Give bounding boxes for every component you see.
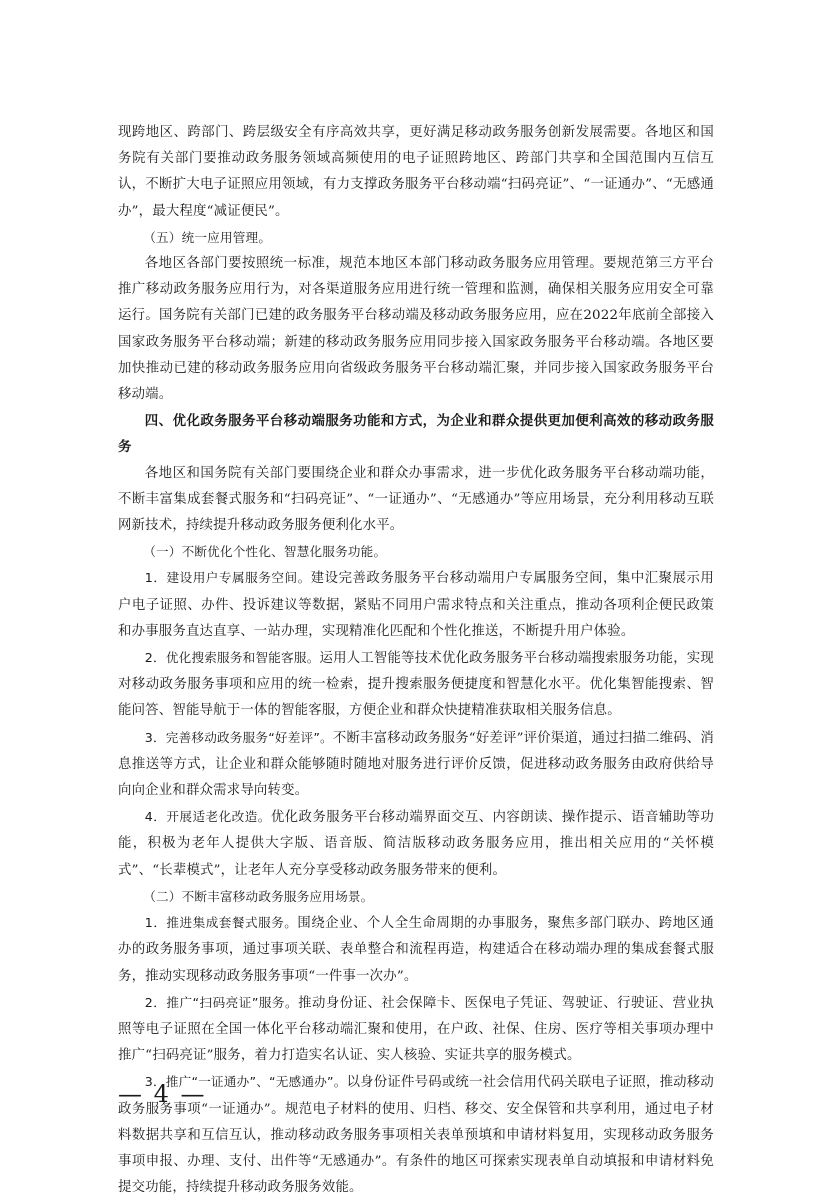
subsection-heading-2: （二）不断丰富移动政务服务应用场景。 [143, 888, 374, 904]
section-heading-4: 四、优化政务服务平台移动端服务功能和方式，为企业和群众提供更加便利高效的移动政务服务 [118, 413, 714, 456]
item-text: 不断丰富移动政务服务“好差评”评价渠道，通过扫描二维码、消息推送等方式，让企业和群众能够随时随地对服务进行评价反馈，促进移动政务服务由政府供给导向向企业和群众需求导向转变。 [118, 730, 714, 799]
list-item [118, 565, 714, 645]
subsection-heading-5: （五）统一应用管理。 [143, 229, 272, 245]
item-text: 建设完善政务服务平台移动端用户专属服务空间，集中汇聚展示用户电子证照、办件、投诉建议等数据，紧贴不同用户需求特点和关注重点，推动各项利企便民政策和办事服务直达直享、一站办理，实现精准化匹配和个性化推送，不断提升用户体验。 [118, 571, 714, 639]
item-label: 3．推广“一证通办”、“无感通办”。 [144, 1074, 347, 1090]
list-item [118, 990, 714, 1070]
item-label: 2．优化搜索服务和智能客服。 [144, 650, 320, 666]
item-text: 以身份证件号码或统一社会信用代码关联电子证照，推动移动政务服务事项“一证通办”。规范电子材料的使用、归档、移交、安全保管和共享利用，通过电子材料数据共享和互信互认，推动移动政务服务事项相关表单预填和申请材料复用，实现移动政务服务事项申报、办理、支付、出件等“无感通办”。有条件的地区可探索实现表单自动填报和申请材料免提交功能，持续提升移动政务服务效能。 [118, 1075, 714, 1196]
item-text: 运用人工智能等技术优化政务服务平台移动端搜索服务功能，实现对移动政务服务事项和应用的统一检索，提升搜索服务便捷度和智慧化水平。优化集智能搜索、智能问答、智能导航于一体的智能客服，方便企业和群众快捷精准获取相关服务信息。 [118, 651, 714, 719]
paragraph-section-4-intro: 各地区和国务院有关部门要围绕企业和群众办事需求，进一步优化政务服务平台移动端功能，不断丰富集成套餐式服务和“扫码亮证”、“一证通办”、“无感通办”等应用场景，充分利用移动互联网新技术，持续提升移动政务服务便利化水平。 [118, 465, 714, 534]
paragraph-unified-management: 各地区各部门要按照统一标准，规范本地区本部门移动政务服务应用管理。要规范第三方平台推广移动政务服务应用行为，对各渠道服务应用进行统一管理和监测，确保相关服务应用安全可靠运行。国务院有关部门已建的政务服务平台移动端及移动政务服务应用，应在2022年底前全部接入国家政务服务平台移动端；新建的移动政务服务应用同步接入国家政务服务平台移动端。各地区要加快推动已建的移动政务服务应用向省级政务服务平台移动端汇聚，并同步接入国家政务服务平台移动端。 [118, 256, 714, 403]
item-label: 1．建设用户专属服务空间。 [144, 570, 311, 586]
page-number: — 4 — [118, 1080, 207, 1108]
item-label: 3．完善移动政务服务“好差评”。 [144, 729, 333, 745]
item-text: 围绕企业、个人全生命周期的办事服务，聚焦多部门联办、跨地区通办的政务服务事项，通过事项关联、表单整合和流程再造，构建适合在移动端办理的集成套餐式服务，推动实现移动政务服务事项“一件事一次办”。 [118, 916, 715, 984]
paragraph-continuation: 现跨地区、跨部门、跨层级安全有序高效共享，更好满足移动政务服务创新发展需要。各地区和国务院有关部门要推动政务服务领域高频使用的电子证照跨地区、跨部门共享和全国范围内互信互认，不断扩大电子证照应用领域，有力支撑政务服务平台移动端“扫码亮证”、“一证通办”、“无感通办”，最大程度“减证便民”。 [118, 125, 714, 219]
list-item [118, 725, 714, 805]
list-item [118, 1069, 714, 1201]
subsection-heading-1: （一）不断优化个性化、智慧化服务功能。 [143, 544, 387, 560]
item-label: 2．推广“扫码亮证”服务。 [144, 994, 299, 1010]
document-body [118, 120, 714, 1201]
item-label: 1．推进集成套餐式服务。 [144, 915, 298, 931]
item-text: 推动身份证、社会保障卡、医保电子凭证、驾驶证、行驶证、营业执照等电子证照在全国一体化平台移动端汇聚和使用，在户政、社保、住房、医疗等相关事项办理中推广“扫码亮证”服务，着力打造实名认证、实人核验、实证共享的服务模式。 [118, 995, 714, 1064]
list-item [118, 645, 714, 725]
list-item [118, 804, 714, 884]
item-label: 4．开展适老化改造。 [144, 809, 271, 825]
item-text: 优化政务服务平台移动端界面交互、内容朗读、操作提示、语音辅助等功能，积极为老年人提供大字版、语音版、简洁版移动政务服务应用，推出相关应用的“关怀模式”、“长辈模式”，让老年人充分享受移动政务服务带来的便利。 [118, 810, 714, 878]
list-item [118, 910, 714, 990]
